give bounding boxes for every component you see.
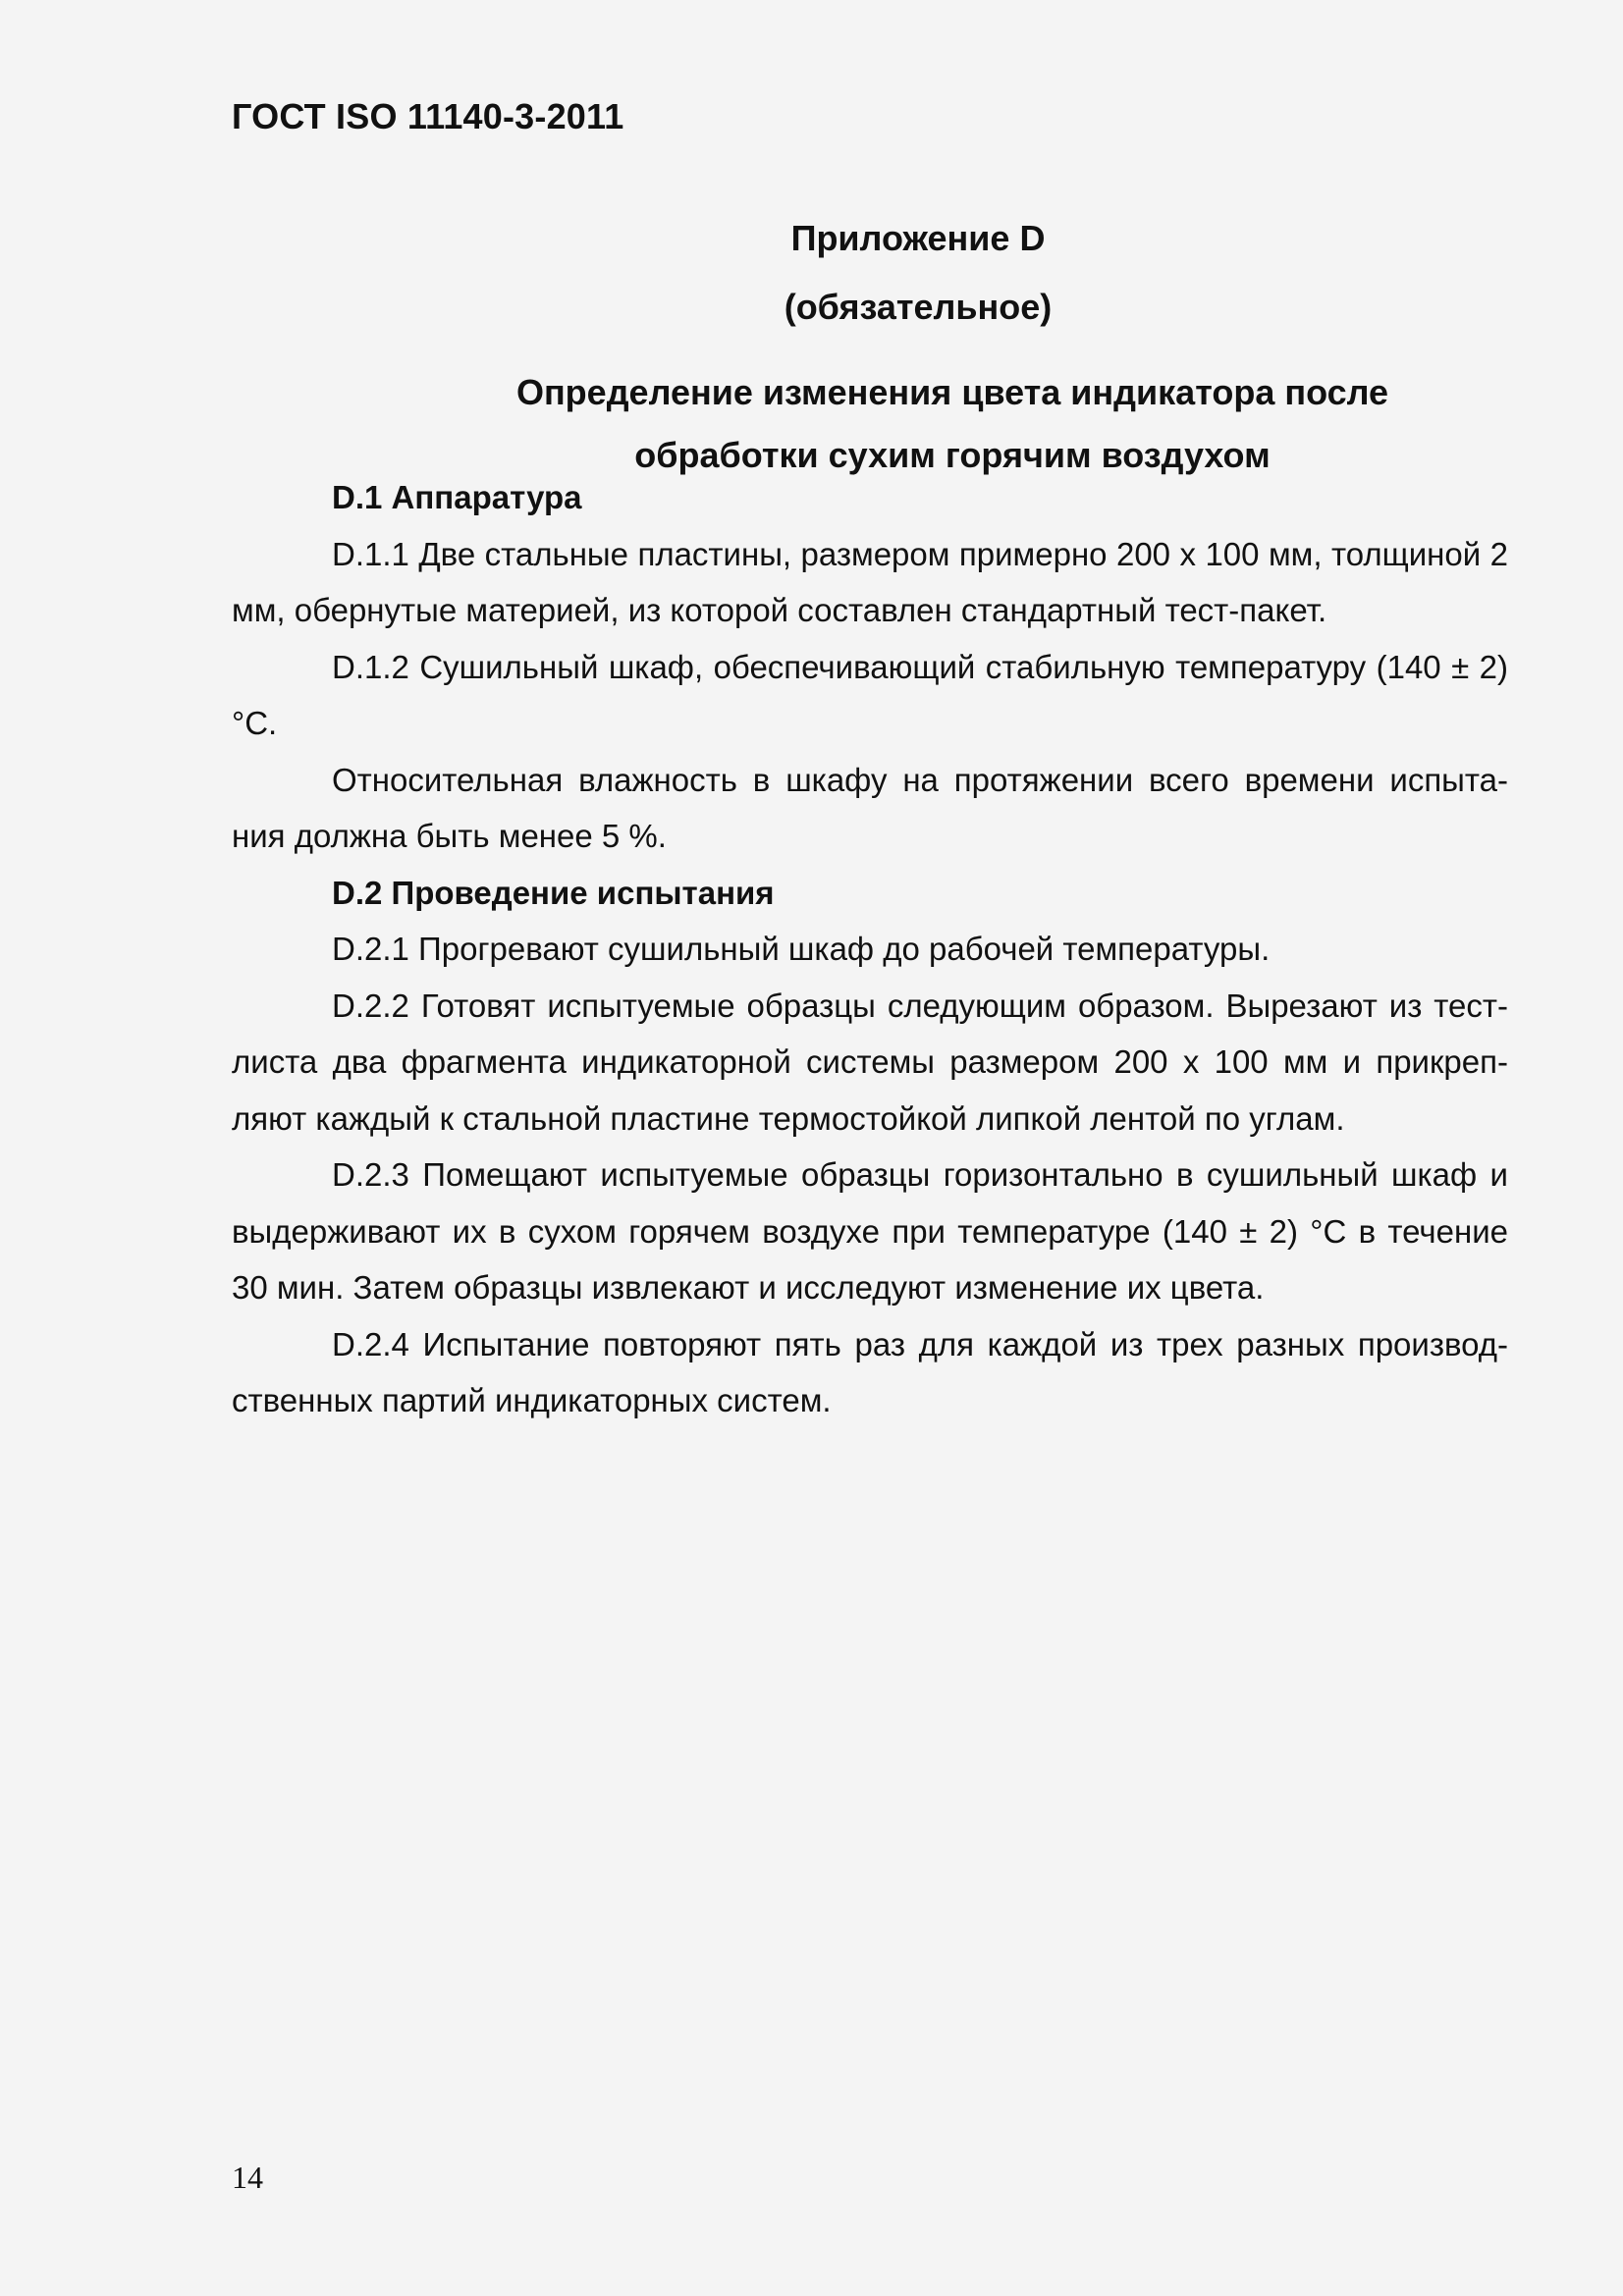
paragraph-d2-3: D.2.3 Помещают испытуемые образцы горизонтально в сушильный шкаф и выдерживают их в сухом горячем воздухе при температуре (140 ± 2) °С в течение 30 мин. Затем образцы извлекают и исследуют изменение их цвета. [232,1156,1508,1306]
appendix-title: Приложение D [790,218,1046,258]
paragraph-d1-1: D.1.1 Две стальные пластины, размером примерно 200 x 100 мм, толщиной 2 мм, обернутые материей, из которой составлен стандартный тест-пакет. [232,535,1508,628]
paragraph-humidity: Относительная влажность в шкафу на протяжении всего времени испыта-ния должна быть менее 5 %. [232,761,1508,854]
section-heading-d2: D.2 Проведение испытания [332,874,775,911]
section-heading-d1: D.1 Аппаратура [332,479,582,515]
paragraph-d2-4: D.2.4 Испытание повторяют пять раз для каждой из трех разных производ-ственных партий индикаторных систем. [232,1325,1508,1418]
appendix-heading-line-2: обработки сухим горячим воздухом [634,435,1271,475]
paragraph-d2-1: D.2.1 Прогревают сушильный шкаф до рабочей температуры. [332,931,1271,967]
standard-code-header: ГОСТ ISO 11140-3-2011 [232,96,624,136]
appendix-status: (обязательное) [784,287,1053,327]
appendix-heading [452,361,1453,487]
appendix-heading-line-1: Определение изменения цвета индикатора после [515,372,1389,412]
paragraph-d1-2: D.1.2 Сушильный шкаф, обеспечивающий стабильную температуру (140 ± 2) °С. [232,648,1508,741]
paragraph-d2-2: D.2.2 Готовят испытуемые образцы следующим образом. Вырезают из тест-листа два фрагмента индикаторной системы размером 200 x 100 мм и прикреп-ляют каждый к стальной пластине термостойкой липкой лентой по углам. [232,987,1508,1137]
page-number: 14 [232,2160,263,2195]
document-body [232,469,1508,1429]
